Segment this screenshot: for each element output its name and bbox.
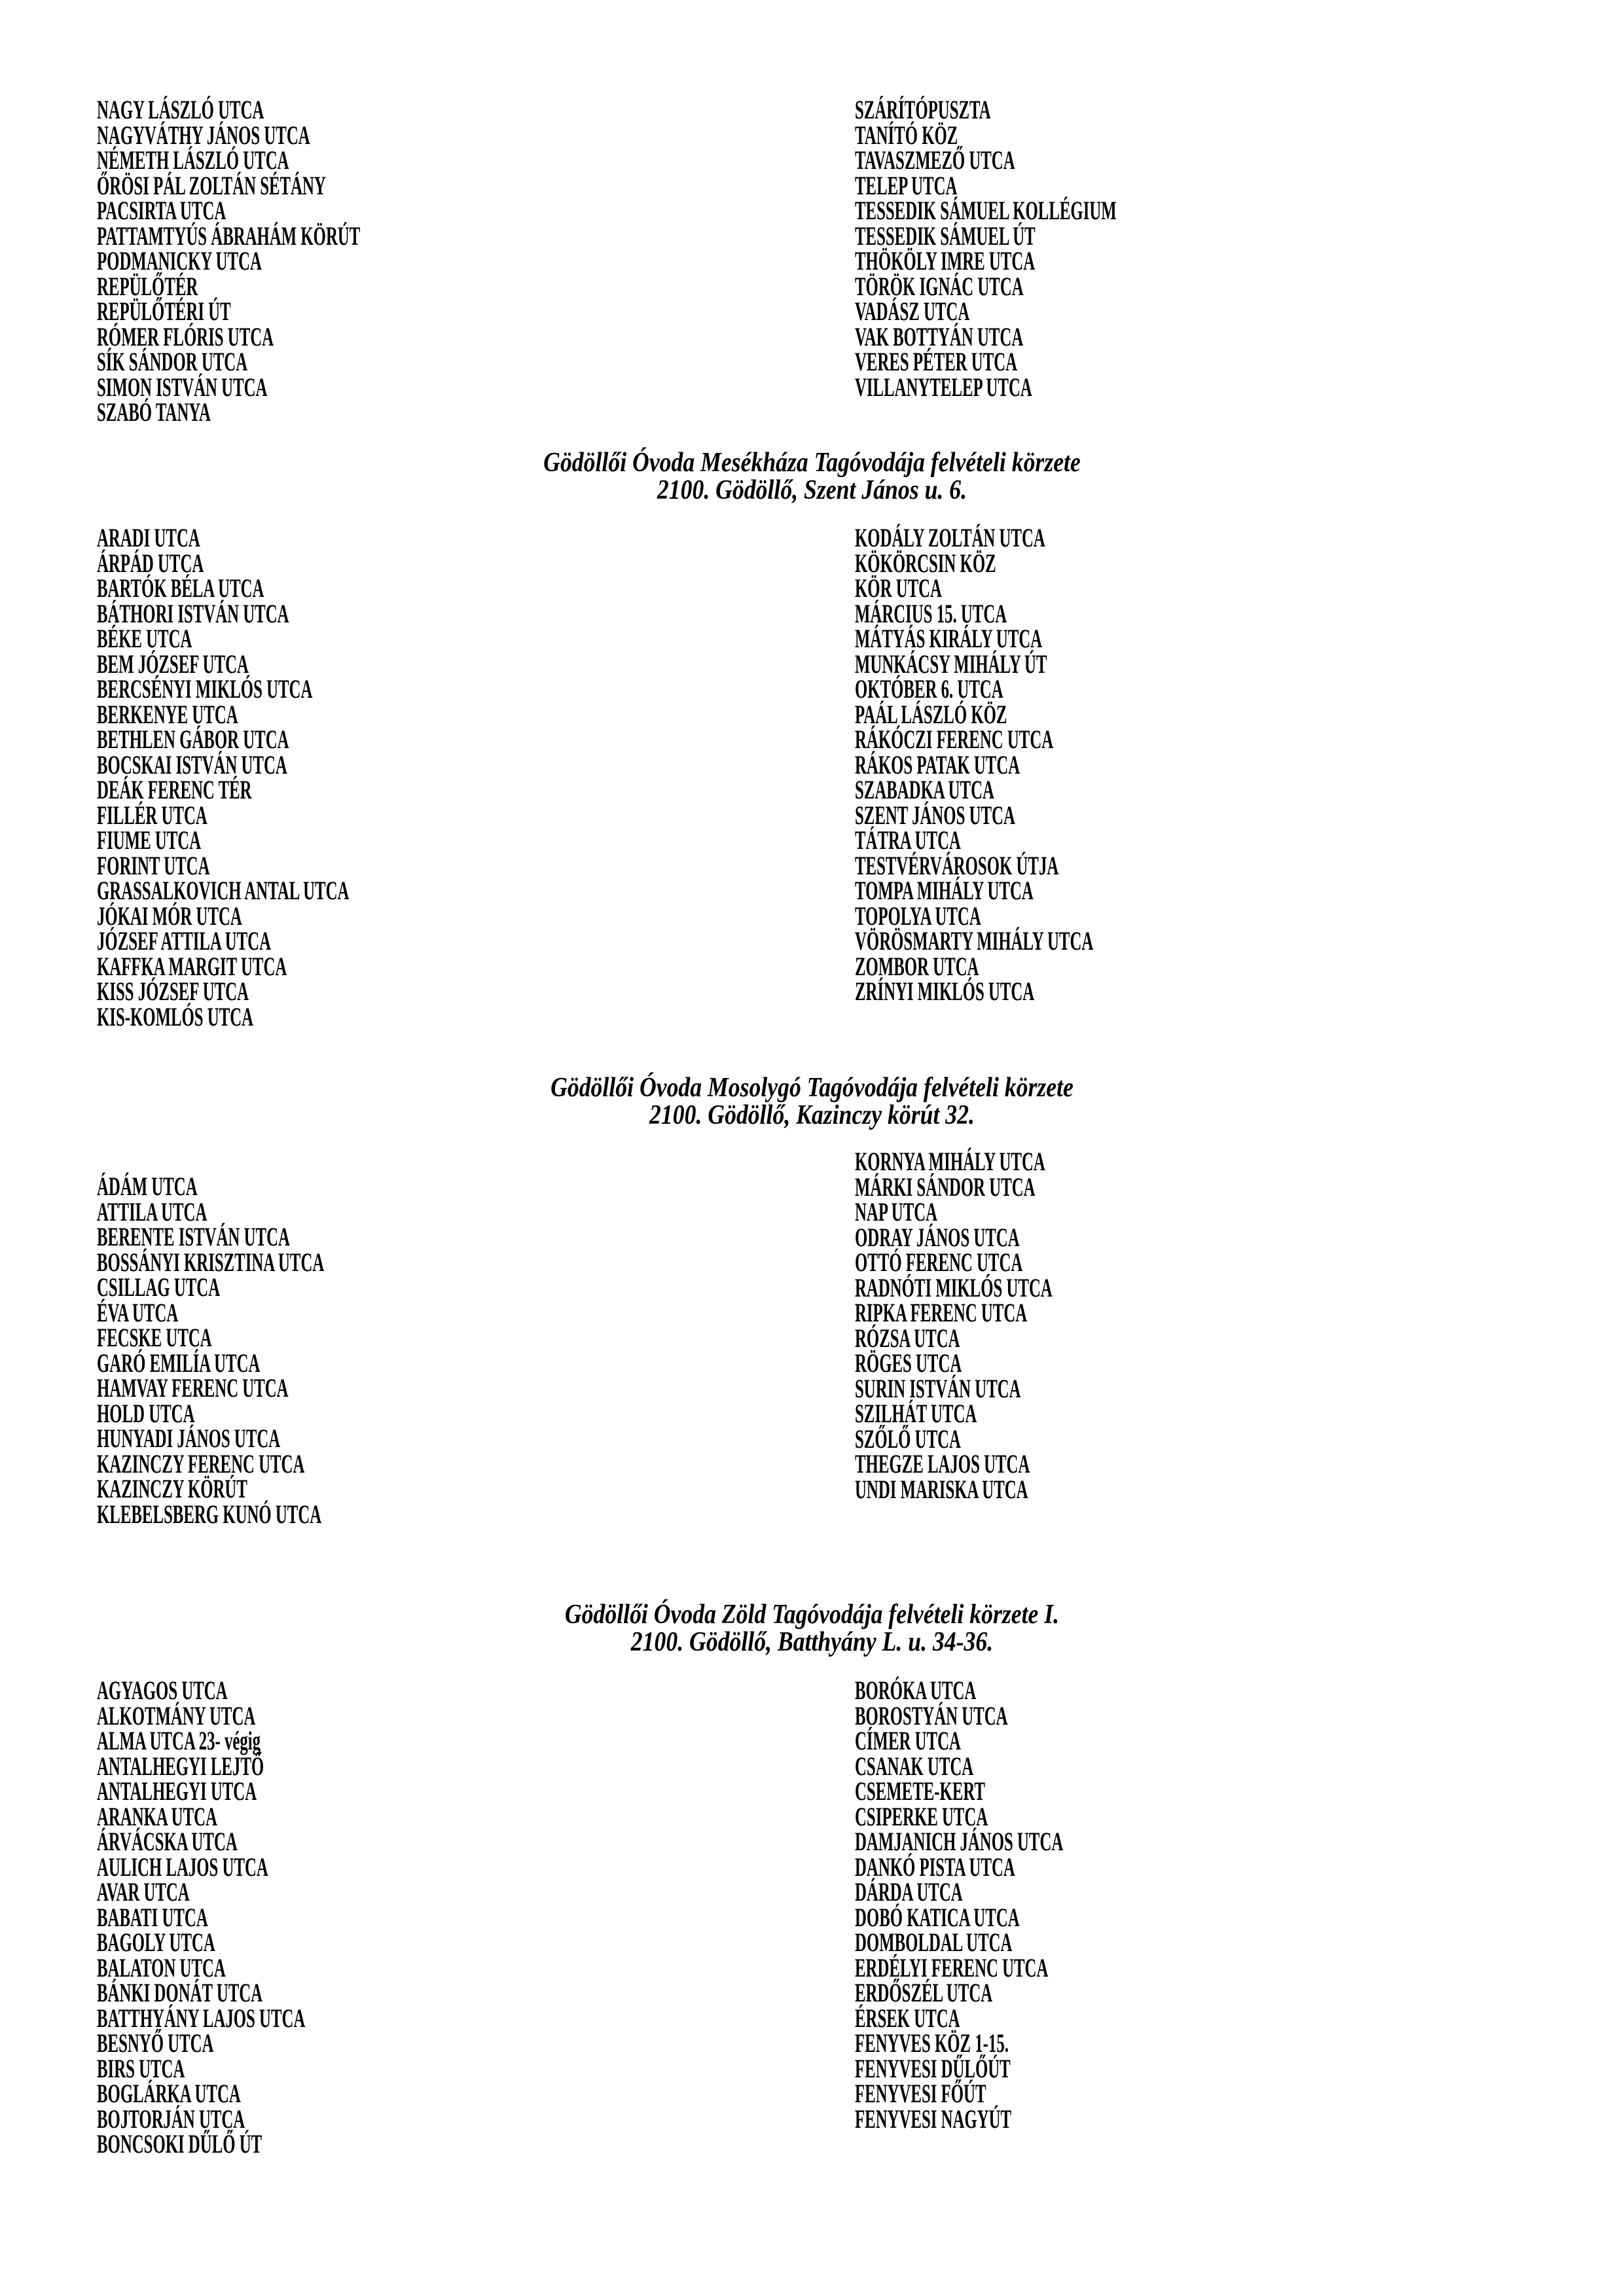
street-list-item: RÓZSA UTCA xyxy=(855,1323,960,1353)
street-list-item: DOBÓ KATICA UTCA xyxy=(855,1902,1020,1932)
street-list-item: UNDI MARISKA UTCA xyxy=(855,1474,1028,1504)
street-list-item: BARTÓK BÉLA UTCA xyxy=(97,573,264,603)
heading-address: 2100. Gödöllő, Szent János u. 6. xyxy=(657,475,967,505)
street-list-item: ANTALHEGYI UTCA xyxy=(97,1776,257,1806)
street-list-item: TOPOLYA UTCA xyxy=(855,901,981,931)
street-list-item: TÁTRA UTCA xyxy=(855,825,961,855)
street-list-item: FENYVES KÖZ 1-15. xyxy=(855,2028,1009,2058)
street-list-item: FENYVESI FŐÚT xyxy=(855,2079,986,2108)
street-list-item: BETHLEN GÁBOR UTCA xyxy=(97,725,289,754)
street-list-item: PODMANICKY UTCA xyxy=(97,246,262,276)
street-list-item: RADNÓTI MIKLÓS UTCA xyxy=(855,1272,1053,1302)
street-list-item: RIPKA FERENC UTCA xyxy=(855,1298,1028,1327)
street-list-item: SÍK SÁNDOR UTCA xyxy=(97,347,248,376)
street-list-item: RÁKÓCZI FERENC UTCA xyxy=(855,725,1054,754)
street-list-item: CÍMER UTCA xyxy=(855,1726,961,1755)
street-list-item: BALATON UTCA xyxy=(97,1952,226,1982)
street-list-item: FORINT UTCA xyxy=(97,850,210,880)
street-list-item: BONCSOKI DŰLŐ ÚT xyxy=(97,2129,262,2159)
street-column-left-section-3 xyxy=(97,1174,324,1527)
street-list-item: BÁNKI DONÁT UTCA xyxy=(97,1978,263,2007)
street-list-item: TÖRÖK IGNÁC UTCA xyxy=(855,271,1024,301)
street-list-item: NAGYVÁTHY JÁNOS UTCA xyxy=(97,120,310,150)
heading-title: Gödöllői Óvoda Mesékháza Tagóvodája felvételi körzete xyxy=(543,448,1081,478)
street-list-item: OTTÓ FERENC UTCA xyxy=(855,1247,1023,1277)
street-list-item: KLEBELSBERG KUNÓ UTCA xyxy=(97,1499,322,1529)
street-list-item: TANÍTÓ KÖZ xyxy=(855,120,958,150)
street-list-item: FILLÉR UTCA xyxy=(97,800,208,830)
street-list-item: JÓKAI MÓR UTCA xyxy=(97,901,242,931)
heading-address: 2100. Gödöllő, Batthyány L. u. 34-36. xyxy=(630,1627,994,1657)
street-list-item: PACSIRTA UTCA xyxy=(97,196,226,225)
street-list-item: REPÜLŐTÉR xyxy=(97,271,198,301)
street-list-item: MUNKÁCSY MIHÁLY ÚT xyxy=(855,649,1047,679)
street-list-item: ERDÉLYI FERENC UTCA xyxy=(855,1952,1049,1982)
street-column-left-section-4 xyxy=(97,1678,305,2157)
street-list-item: PAÁL LÁSZLÓ KÖZ xyxy=(855,699,1007,729)
street-list-item: RÓMER FLÓRIS UTCA xyxy=(97,321,274,351)
street-list-item: REPÜLŐTÉRI ÚT xyxy=(97,296,231,326)
street-list-item: ÁRVÁCSKA UTCA xyxy=(97,1827,238,1856)
street-list-item: KÖKÖRCSIN KÖZ xyxy=(855,548,996,578)
street-list-item: AGYAGOS UTCA xyxy=(97,1676,228,1705)
street-list-item: NAP UTCA xyxy=(855,1197,938,1227)
street-list-item: SZABADKA UTCA xyxy=(855,775,994,804)
street-list-item: ODRAY JÁNOS UTCA xyxy=(855,1222,1020,1252)
street-list-item: ERDŐSZÉL UTCA xyxy=(855,1978,993,2007)
street-list-item: TELEP UTCA xyxy=(855,170,958,200)
heading-address: 2100. Gödöllő, Kazinczy körút 32. xyxy=(649,1100,975,1130)
street-list-item: ARANKA UTCA xyxy=(97,1801,217,1831)
street-list-item: CSIPERKE UTCA xyxy=(855,1801,988,1831)
street-list-item: VÖRÖSMARTY MIHÁLY UTCA xyxy=(855,926,1094,956)
street-list-item: BOSSÁNYI KRISZTINA UTCA xyxy=(97,1247,325,1277)
street-list-item: MÁRCIUS 15. UTCA xyxy=(855,598,1007,628)
street-column-right-section-3 xyxy=(855,1149,1053,1502)
street-list-item: CSEMETE-KERT xyxy=(855,1776,985,1806)
street-list-item: BOJTORJÁN UTCA xyxy=(97,2104,245,2134)
street-list-item: RÁKOS PATAK UTCA xyxy=(855,749,1020,780)
street-list-item: SZÁRÍTÓPUSZTA xyxy=(855,95,991,124)
street-list-item: THÖKÖLY IMRE UTCA xyxy=(855,246,1036,276)
street-list-item: ARADI UTCA xyxy=(97,523,200,552)
street-list-item: VADÁSZ UTCA xyxy=(855,296,970,326)
street-list-item: VERES PÉTER UTCA xyxy=(855,347,1018,376)
street-list-item: MÁTYÁS KIRÁLY UTCA xyxy=(855,624,1043,653)
street-list-item: BOGLÁRKA UTCA xyxy=(97,2079,241,2108)
street-list-item: ÁDÁM UTCA xyxy=(97,1172,198,1201)
street-list-item: BIRS UTCA xyxy=(97,2053,185,2083)
street-list-item: BÁTHORI ISTVÁN UTCA xyxy=(97,598,289,628)
street-list-item: KIS-KOMLÓS UTCA xyxy=(97,1001,254,1031)
street-list-item: BERKENYE UTCA xyxy=(97,699,238,729)
street-list-item: ÉVA UTCA xyxy=(97,1297,179,1327)
street-list-item: BABATI UTCA xyxy=(97,1902,208,1932)
street-list-item: ATTILA UTCA xyxy=(97,1196,208,1227)
street-list-item: GRASSALKOVICH ANTAL UTCA xyxy=(97,876,350,905)
street-list-item: TESSEDIK SÁMUEL ÚT xyxy=(855,221,1036,251)
street-list-item: THEGZE LAJOS UTCA xyxy=(855,1449,1030,1479)
street-list-item: PATTAMTYÚS ÁBRAHÁM KÖRÚT xyxy=(97,221,361,251)
street-list-item: VILLANYTELEP UTCA xyxy=(855,372,1032,402)
street-list-item: ANTALHEGYI LEJTŐ xyxy=(97,1751,264,1781)
street-list-item: GARÓ EMILÍA UTCA xyxy=(97,1348,261,1378)
heading-title: Gödöllői Óvoda Zöld Tagóvodája felvételi körzete I. xyxy=(564,1600,1060,1630)
street-column-right-section-1 xyxy=(855,95,1117,402)
street-list-item: SZILHÁT UTCA xyxy=(855,1399,977,1428)
street-list-item: BERENTE ISTVÁN UTCA xyxy=(97,1222,290,1251)
street-list-item: SZABÓ TANYA xyxy=(97,397,211,427)
street-list-item: BÉKE UTCA xyxy=(97,624,192,653)
street-list-item: ŐRÖSI PÁL ZOLTÁN SÉTÁNY xyxy=(97,170,326,200)
street-list-item: AVAR UTCA xyxy=(97,1877,190,1907)
street-list-item: BAGOLY UTCA xyxy=(97,1928,215,1957)
street-list-item: BEM JÓZSEF UTCA xyxy=(97,649,249,679)
street-list-item: TOMPA MIHÁLY UTCA xyxy=(855,876,1034,905)
street-list-item: KAZINCZY FERENC UTCA xyxy=(97,1448,305,1479)
street-list-item: BORÓKA UTCA xyxy=(855,1676,977,1705)
street-list-item: SZŐLŐ UTCA xyxy=(855,1424,961,1454)
street-list-item: JÓZSEF ATTILA UTCA xyxy=(97,926,271,956)
street-list-item: ALMA UTCA 23- végig xyxy=(97,1726,261,1755)
street-list-item: SZENT JÁNOS UTCA xyxy=(855,800,1015,830)
street-column-left-section-2 xyxy=(97,523,350,1031)
street-list-item: HUNYADI JÁNOS UTCA xyxy=(97,1424,281,1453)
street-list-item: ALKOTMÁNY UTCA xyxy=(97,1700,256,1731)
street-list-item: CSANAK UTCA xyxy=(855,1751,974,1781)
street-list-item: ÁRPÁD UTCA xyxy=(97,548,204,578)
street-column-right-section-2 xyxy=(855,523,1094,1006)
street-list-item: KISS JÓZSEF UTCA xyxy=(97,977,249,1006)
street-list-item: FENYVESI DŰLŐÚT xyxy=(855,2053,1011,2083)
street-list-item: KODÁLY ZOLTÁN UTCA xyxy=(855,523,1045,552)
street-list-item: ÉRSEK UTCA xyxy=(855,2003,960,2033)
street-list-item: KAFFKA MARGIT UTCA xyxy=(97,951,287,981)
street-list-item: OKTÓBER 6. UTCA xyxy=(855,674,1003,704)
street-list-item: MÁRKI SÁNDOR UTCA xyxy=(855,1172,1036,1202)
street-list-item: TESTVÉRVÁROSOK ÚTJA xyxy=(855,850,1059,880)
street-list-item: BESNYŐ UTCA xyxy=(97,2028,214,2058)
street-list-item: KORNYA MIHÁLY UTCA xyxy=(855,1147,1045,1176)
heading-title: Gödöllői Óvoda Mosolygó Tagóvodája felvételi körzete xyxy=(550,1073,1074,1103)
street-list-item: DÁRDA UTCA xyxy=(855,1877,963,1907)
street-list-item: TESSEDIK SÁMUEL KOLLÉGIUM xyxy=(855,196,1117,225)
street-list-item: KAZINCZY KÖRÚT xyxy=(97,1474,247,1503)
street-list-item: TAVASZMEZŐ UTCA xyxy=(855,145,1015,175)
section-heading-zold xyxy=(122,1601,1502,1656)
street-list-item: DOMBOLDAL UTCA xyxy=(855,1928,1013,1957)
street-list-item: ZRÍNYI MIKLÓS UTCA xyxy=(855,977,1035,1006)
street-list-item: DANKÓ PISTA UTCA xyxy=(855,1852,1015,1882)
section-heading-mesekhaza xyxy=(122,449,1502,504)
street-list-item: NÉMETH LÁSZLÓ UTCA xyxy=(97,145,289,175)
street-list-item: FECSKE UTCA xyxy=(97,1323,212,1352)
street-list-item: SIMON ISTVÁN UTCA xyxy=(97,372,268,402)
street-list-item: SURIN ISTVÁN UTCA xyxy=(855,1373,1021,1403)
street-list-item: RÖGES UTCA xyxy=(855,1348,962,1378)
street-list-item: VAK BOTTYÁN UTCA xyxy=(855,321,1024,351)
street-list-item: ZOMBOR UTCA xyxy=(855,951,979,981)
street-list-item: FENYVESI NAGYÚT xyxy=(855,2104,1012,2134)
street-list-item: BOCSKAI ISTVÁN UTCA xyxy=(97,749,287,780)
street-list-item: AULICH LAJOS UTCA xyxy=(97,1852,268,1882)
street-list-item: DAMJANICH JÁNOS UTCA xyxy=(855,1827,1064,1856)
street-list-item: KÖR UTCA xyxy=(855,573,942,603)
street-list-item: BERCSÉNYI MIKLÓS UTCA xyxy=(97,674,313,704)
section-heading-mosolygo xyxy=(122,1074,1502,1129)
street-list-item: HAMVAY FERENC UTCA xyxy=(97,1373,289,1403)
street-list-item: BATTHYÁNY LAJOS UTCA xyxy=(97,2003,306,2033)
street-list-item: BOROSTYÁN UTCA xyxy=(855,1700,1008,1731)
street-list-item: NAGY LÁSZLÓ UTCA xyxy=(97,95,264,124)
street-list-item: CSILLAG UTCA xyxy=(97,1272,221,1302)
street-column-left-section-1 xyxy=(97,95,361,427)
street-list-item: HOLD UTCA xyxy=(97,1398,195,1428)
street-list-item: DEÁK FERENC TÉR xyxy=(97,775,252,804)
street-list-item: FIUME UTCA xyxy=(97,825,202,855)
street-column-right-section-4 xyxy=(855,1678,1063,2132)
